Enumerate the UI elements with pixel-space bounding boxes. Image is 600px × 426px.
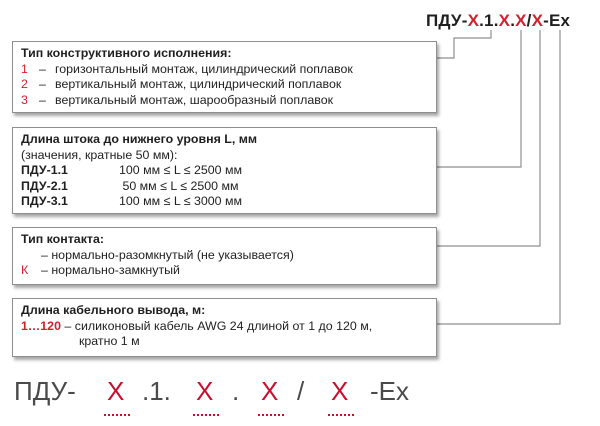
code-x2: Х bbox=[498, 11, 511, 30]
connector-contact bbox=[437, 30, 540, 246]
large-suffix: -Ex bbox=[370, 376, 409, 406]
contact-text: – нормально-разомкнутый (не указывается) bbox=[41, 247, 294, 262]
length-range: 50 мм ≤ L ≤ 2500 мм bbox=[119, 178, 239, 193]
connector-length bbox=[437, 30, 521, 167]
construction-num: 2 bbox=[21, 77, 28, 92]
code-mid: .1. bbox=[479, 11, 499, 30]
cable-text-cont: кратно 1 м bbox=[79, 334, 140, 349]
length-subtitle: (значения, кратные 50 мм): bbox=[21, 147, 178, 162]
cable-box bbox=[12, 298, 437, 357]
construction-dash: – bbox=[39, 92, 46, 107]
contact-key: К bbox=[21, 263, 29, 278]
length-model: ПДУ-3.1 bbox=[21, 194, 68, 209]
large-mid: .1. bbox=[142, 376, 171, 406]
product-code-header bbox=[426, 11, 570, 31]
code-prefix: ПДУ- bbox=[426, 11, 468, 30]
large-x1: Х bbox=[107, 376, 125, 406]
length-item bbox=[21, 163, 428, 179]
construction-dash: – bbox=[39, 77, 46, 92]
connector-construction bbox=[437, 30, 491, 58]
construction-box bbox=[12, 41, 437, 113]
contact-item bbox=[21, 248, 428, 264]
construction-text: вертикальный монтаж, шарообразный поплавок bbox=[55, 92, 334, 107]
contact-title: Тип контакта: bbox=[21, 232, 104, 246]
cable-text: – силиконовый кабель AWG 24 длиной от 1 до 120 м, bbox=[60, 318, 373, 333]
construction-item bbox=[21, 62, 428, 78]
large-dot: . bbox=[232, 376, 240, 406]
dotted-underline bbox=[328, 412, 354, 416]
large-x3: Х bbox=[261, 376, 279, 406]
large-slash: / bbox=[297, 376, 305, 406]
code-slash: / bbox=[526, 11, 532, 30]
length-range: 100 мм ≤ L ≤ 3000 мм bbox=[119, 194, 242, 209]
cable-item bbox=[21, 319, 428, 335]
construction-text: горизонтальный монтаж, цилиндрический поплавок bbox=[55, 61, 353, 76]
construction-title: Тип конструктивного исполнения: bbox=[21, 46, 232, 60]
code-x1: Х bbox=[467, 11, 480, 30]
dotted-underline bbox=[193, 412, 219, 416]
construction-dash: – bbox=[39, 61, 46, 76]
connector-cable bbox=[437, 30, 560, 324]
code-x3: Х bbox=[515, 11, 527, 30]
construction-text: вертикальный монтаж, цилиндрический поплавок bbox=[55, 77, 342, 92]
contact-item bbox=[21, 263, 428, 279]
length-box bbox=[12, 127, 437, 214]
code-dot: . bbox=[510, 11, 516, 30]
construction-item bbox=[21, 93, 428, 109]
construction-num: 3 bbox=[21, 92, 28, 107]
length-model: ПДУ-2.1 bbox=[21, 178, 68, 193]
length-title: Длина штока до нижнего уровня L, мм bbox=[21, 132, 258, 146]
cable-title: Длина кабельного вывода, м: bbox=[21, 303, 206, 317]
code-x4: Х bbox=[531, 11, 544, 30]
dotted-underline bbox=[104, 412, 130, 416]
contact-box bbox=[12, 227, 437, 285]
length-range: 100 мм ≤ L ≤ 2500 мм bbox=[119, 163, 242, 178]
length-item bbox=[21, 194, 428, 210]
cable-range: 1…120 bbox=[21, 318, 61, 333]
large-x2: Х bbox=[196, 376, 214, 406]
large-prefix: ПДУ- bbox=[14, 376, 76, 406]
construction-item bbox=[21, 77, 428, 93]
dotted-underline bbox=[258, 412, 284, 416]
construction-num: 1 bbox=[21, 61, 28, 76]
length-model: ПДУ-1.1 bbox=[21, 163, 68, 178]
code-suffix: -Ex bbox=[543, 11, 571, 30]
contact-text: – нормально-замкнутый bbox=[41, 263, 180, 278]
large-x4: Х bbox=[331, 376, 349, 406]
length-item bbox=[21, 179, 428, 195]
